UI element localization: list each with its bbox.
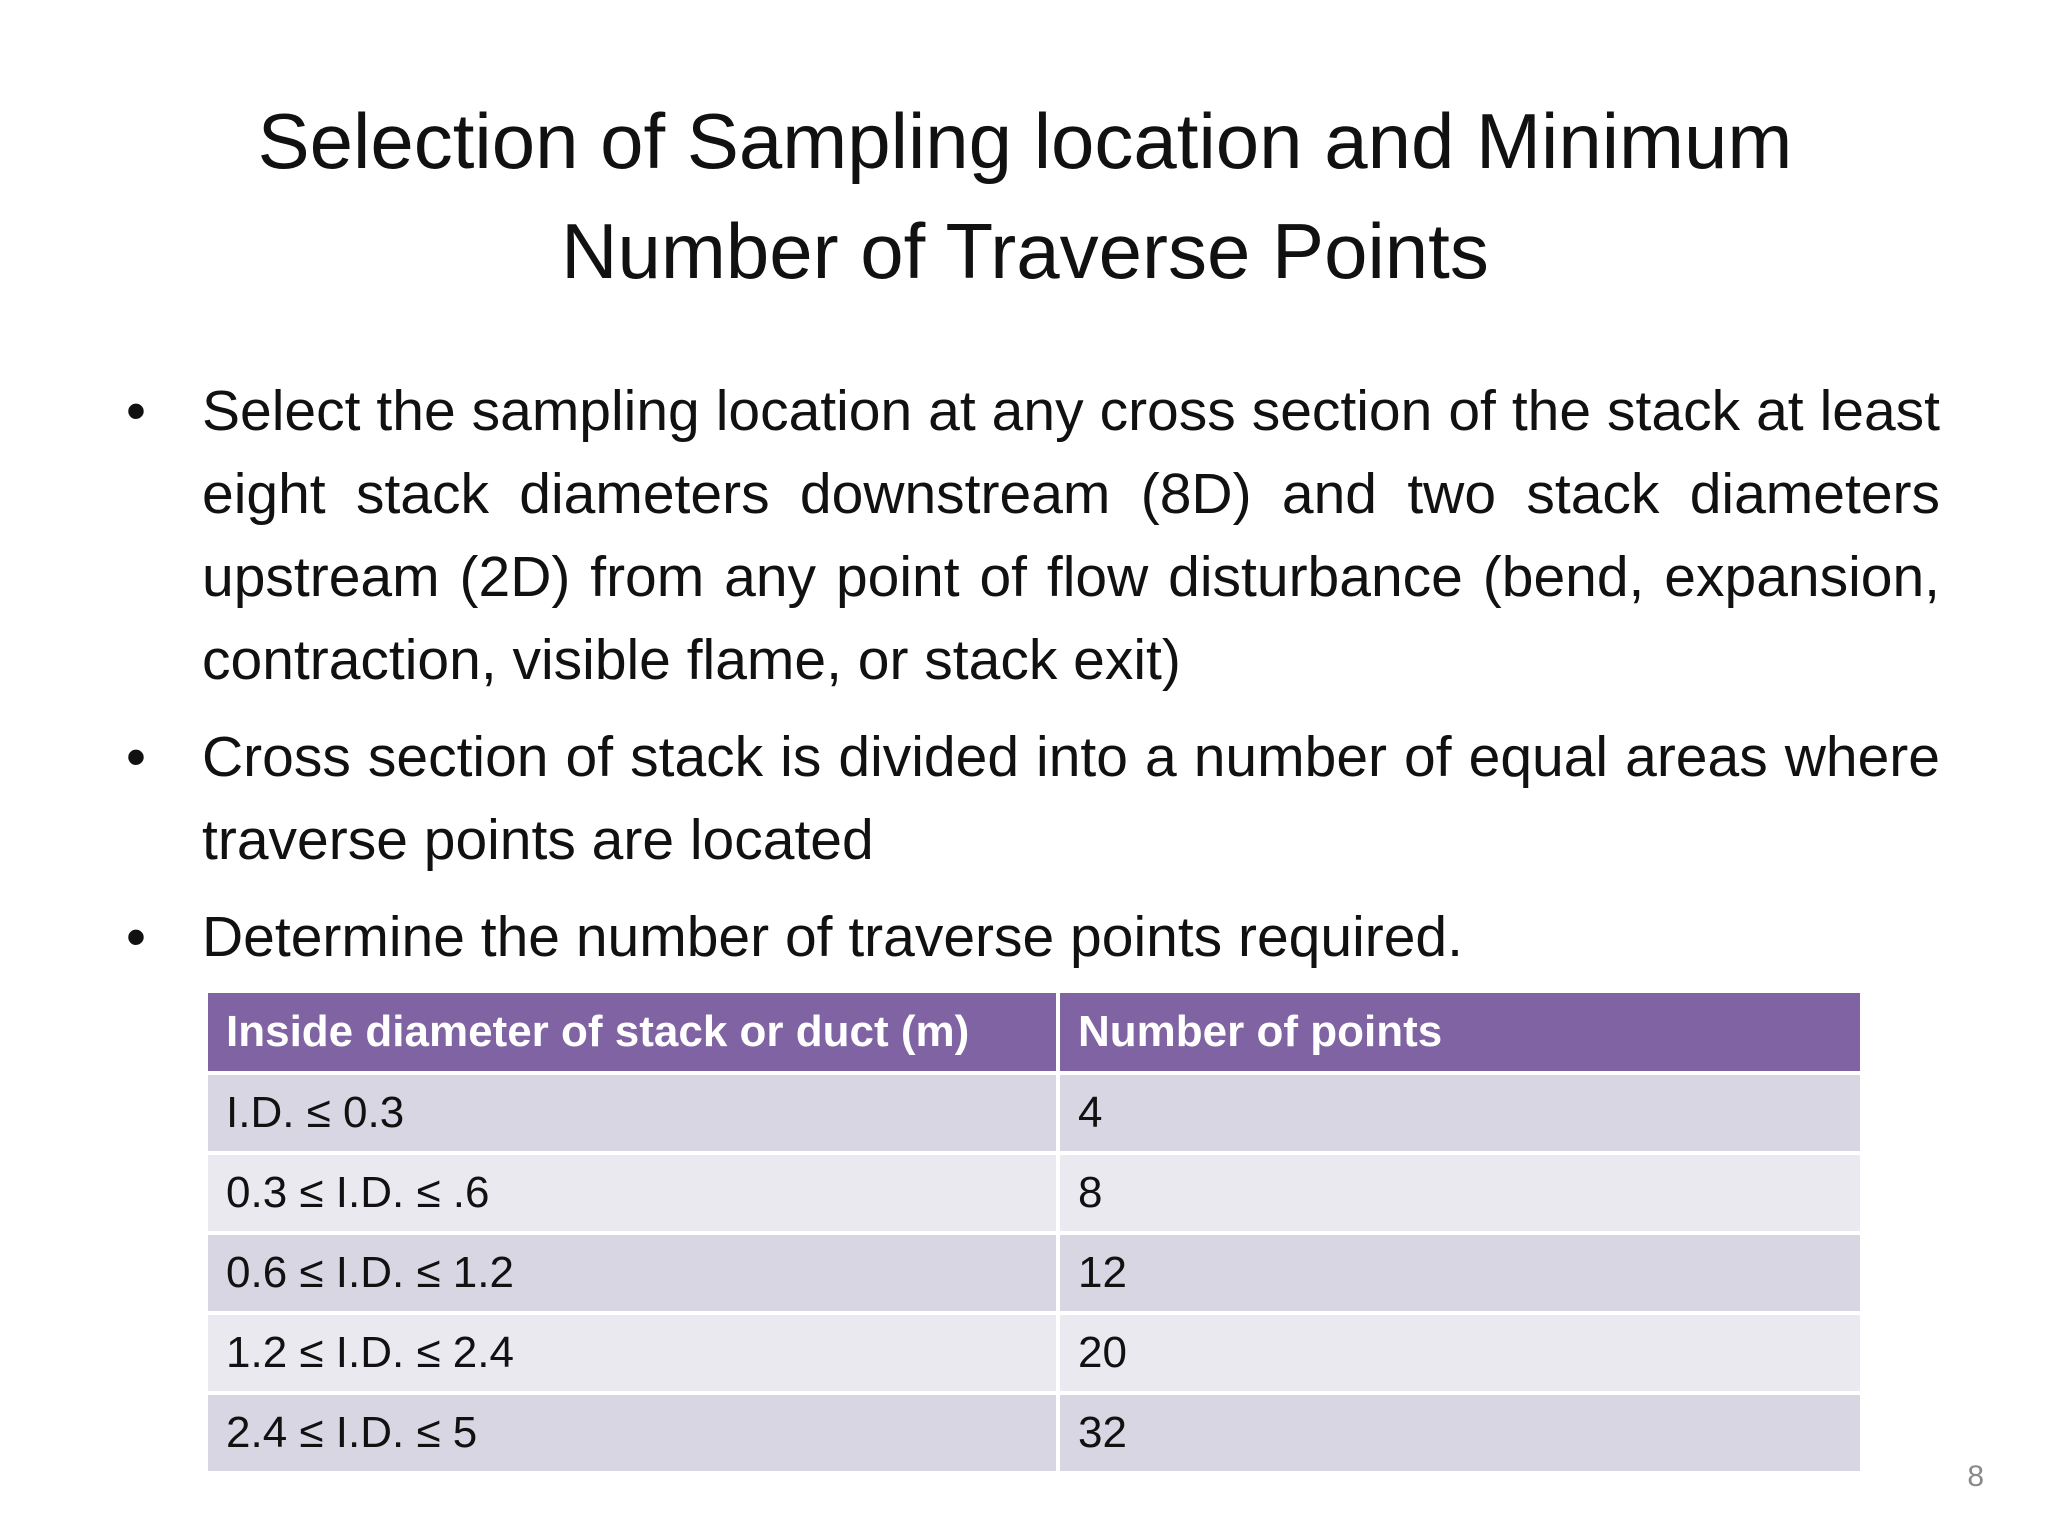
bullet-item [120,370,1940,702]
diameter-cell: 0.3 ≤ I.D. ≤ .6 [206,1153,1058,1233]
table-row [206,1313,1862,1393]
page-number: 8 [1967,1460,1984,1493]
table-row [206,1393,1862,1473]
bullet-icon: • [126,905,146,969]
bullet-item [120,896,1940,979]
table-header-row [206,991,1862,1073]
points-cell: 4 [1058,1073,1862,1153]
table-row [206,1153,1862,1233]
bullet-list [120,370,1940,993]
bullet-item [120,716,1940,882]
diameter-cell: 1.2 ≤ I.D. ≤ 2.4 [206,1313,1058,1393]
diameter-cell: 2.4 ≤ I.D. ≤ 5 [206,1393,1058,1473]
points-cell: 32 [1058,1393,1862,1473]
bullet-text: Cross section of stack is divided into a number of equal areas where traverse points are located [202,725,1940,872]
points-cell: 8 [1058,1153,1862,1233]
diameter-cell: 0.6 ≤ I.D. ≤ 1.2 [206,1233,1058,1313]
bullet-text: Determine the number of traverse points required. [202,905,1463,969]
slide-title [150,86,1900,306]
bullet-text: Select the sampling location at any cross section of the stack at least eight stack diameters downstream (8D) and two stack diameters upstream (2D) from any point of flow disturbance (bend, expansion, contraction, visible flame, or stack exit) [202,379,1940,692]
table-row [206,1073,1862,1153]
points-cell: 12 [1058,1233,1862,1313]
column-header-diameter: Inside diameter of stack or duct (m) [206,991,1058,1073]
bullet-icon: • [126,379,146,443]
traverse-points-table [204,989,1864,1475]
table-row [206,1233,1862,1313]
slide-title-line-2: Number of Traverse Points [561,207,1489,295]
slide-title-line-1: Selection of Sampling location and Minimum [257,97,1793,185]
points-cell: 20 [1058,1313,1862,1393]
bullet-icon: • [126,725,146,789]
diameter-cell: I.D. ≤ 0.3 [206,1073,1058,1153]
column-header-points: Number of points [1058,991,1862,1073]
